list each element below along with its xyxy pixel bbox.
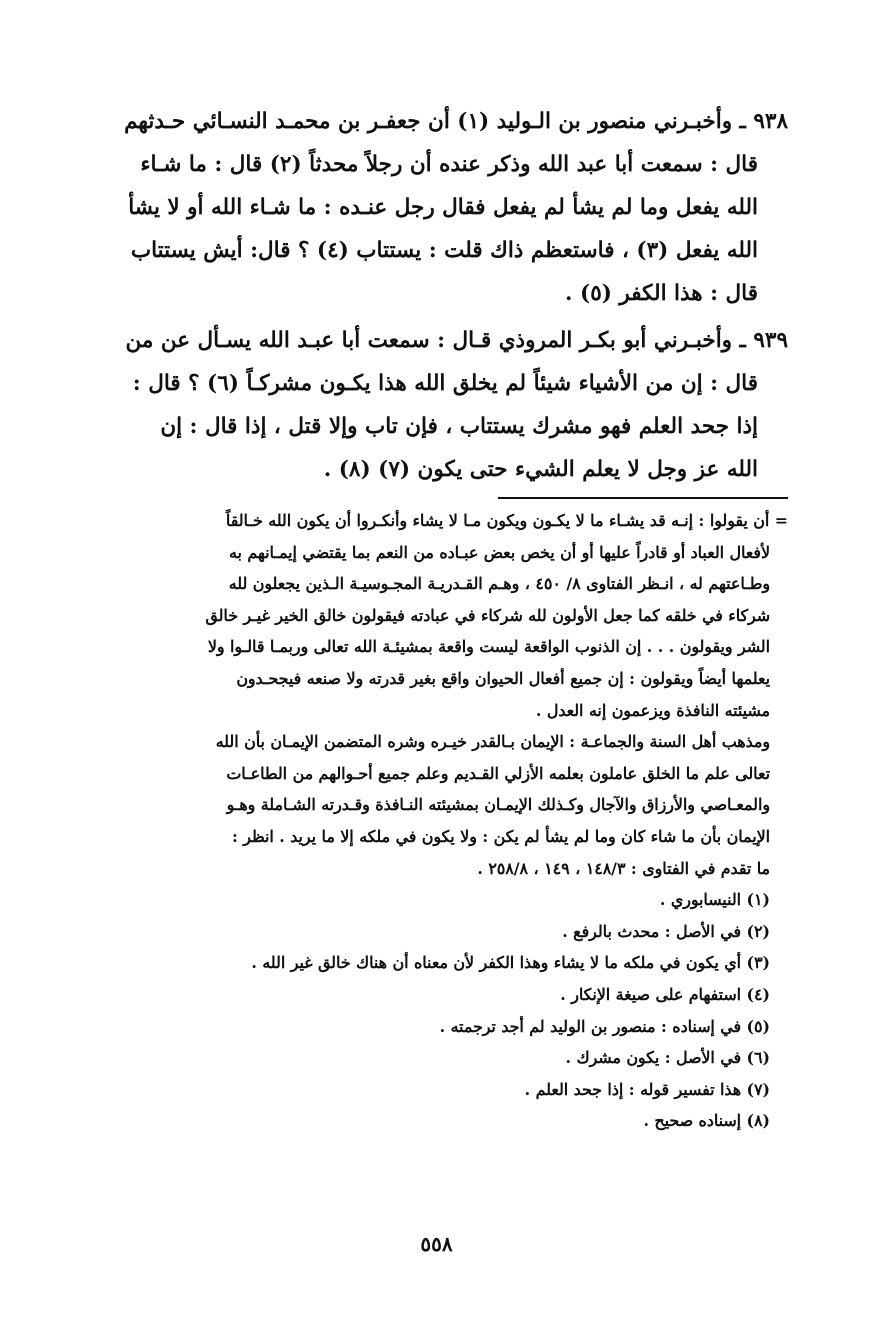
note-line: لأفعال العباد أو قادراً عليها أو أن يخص بعض عبـاده من النعم بما يقتضي إيمـانهم به (229, 542, 770, 562)
narration-line: ٩٣٨ ـ وأخبـرني منصور بن الـوليد (١) أن جعفـر بن محمـد النسـائي حـدثهم (124, 109, 788, 134)
note-line: الإيمان بأن ما شاء كان وما لم يشأ لم يكن : ولا يكون في ملكه إلا ما يريد . انظر : (231, 826, 770, 846)
note-line: شركاء في خلقه كما جعل الأولون لله شركاء في عبادته فيقولون خالق الخير غيـر خالق (205, 605, 770, 625)
note-line: والمعـاصي والأرزاق والآجال وكـذلك الإيمـان بمشيئته النـافذة وقـدرته الشـاملة وهـو (226, 795, 770, 815)
note-line: مشيئته النافذة ويزعمون إنه العدل . (535, 700, 770, 720)
narration-line: الله يفعل وما لم يشأ لم يفعل فقال رجل عنـده : ما شـاء الله أو لا يشأ (128, 195, 758, 220)
page-number: ٥٥٨ (420, 1232, 453, 1256)
note-line: يعلمها أيضاً ويقولون : إن جميع أفعال الحيوان واقع بغير قدرته ولا صنعه فيجحـدون (236, 668, 770, 688)
narration-line: قال : إن من الأشياء شيئاً لم يخلق الله هذا يكـون مشركـاً (٦) ؟ قال : (132, 371, 758, 396)
footnote-4: (٤) استفهام على صيغة الإنكار . (560, 984, 770, 1004)
footnote-6: (٦) في الأصل : يكون مشرك . (565, 1048, 770, 1068)
footnote-3: (٣) أي يكون في ملكه ما لا يشاء وهذا الكفر لأن معناه أن هناك خالق غير الله . (251, 953, 770, 973)
narration-938 (88, 100, 788, 315)
footnote-2: (٢) في الأصل : محدث بالرفع . (562, 921, 770, 941)
narration-line: قال : هذا الكفر (٥) . (565, 281, 758, 306)
narration-939 (88, 319, 788, 491)
continued-note (88, 505, 788, 1137)
narration-line: الله يفعل (٣) ، فاستعظم ذاك قلت : يستتاب (٤) ؟ قال: أيش يستتاب (130, 238, 758, 263)
narration-line: الله عز وجل لا يعلم الشيء حتى يكون (٧) (٨) . (323, 457, 758, 482)
footnote-5: (٥) في إسناده : منصور بن الوليد لم أجد ترجمته . (439, 1016, 770, 1036)
note-line: وطـاعتهم له ، انـظر الفتاوى ٨/ ٤٥٠ ، وهـم القـدريـة المجـوسيـة الـذين يجعلون لله (228, 574, 770, 594)
footnote-1: (١) النيسابوري . (659, 890, 770, 910)
note-line: ما تقدم في الفتاوى : ١٤٨/٣ ، ١٤٩ ، ٢٥٨/٨ . (477, 858, 770, 878)
note-line: الشر ويقولون . . . إن الذنوب الواقعة ليست واقعة بمشيئـة الله تعالى وربمـا قالـوا ولا (207, 637, 770, 657)
note-line: تعالى علم ما الخلق عاملون بعلمه الأزلي القـديم وعلم جميع أحـوالهم من الطاعـات (226, 763, 770, 783)
note-line: = أن يقولوا : إنـه قد يشـاء ما لا يكـون ويكون مـا لا يشاء وأنكـروا أن يكون الله خـالقاً (225, 511, 788, 530)
footnote-7: (٧) هذا تفسير قوله : إذا جحد العلم . (524, 1079, 770, 1099)
narration-line: ٩٣٩ ـ وأخبـرني أبو بكـر المروذي قـال : سمعت أبا عبـد الله يسـأل عن من (125, 328, 788, 353)
footnote-separator (498, 497, 788, 499)
note-line: ومذهب أهل السنة والجماعـة : الإيمان بـالقدر خيـره وشره المتضمن الإيمـان بأن الله (215, 732, 770, 752)
page-body (88, 100, 788, 1137)
footnote-8: (٨) إسناده صحيح . (643, 1111, 770, 1131)
narration-line: قال : سمعت أبا عبد الله وذكر عنده أن رجلاً محدثاً (٢) قال : ما شـاء (140, 152, 758, 177)
narration-line: إذا جحد العلم فهو مشرك يستتاب ، فإن تاب وإلا قتل ، إذا قال : إن (160, 414, 758, 439)
